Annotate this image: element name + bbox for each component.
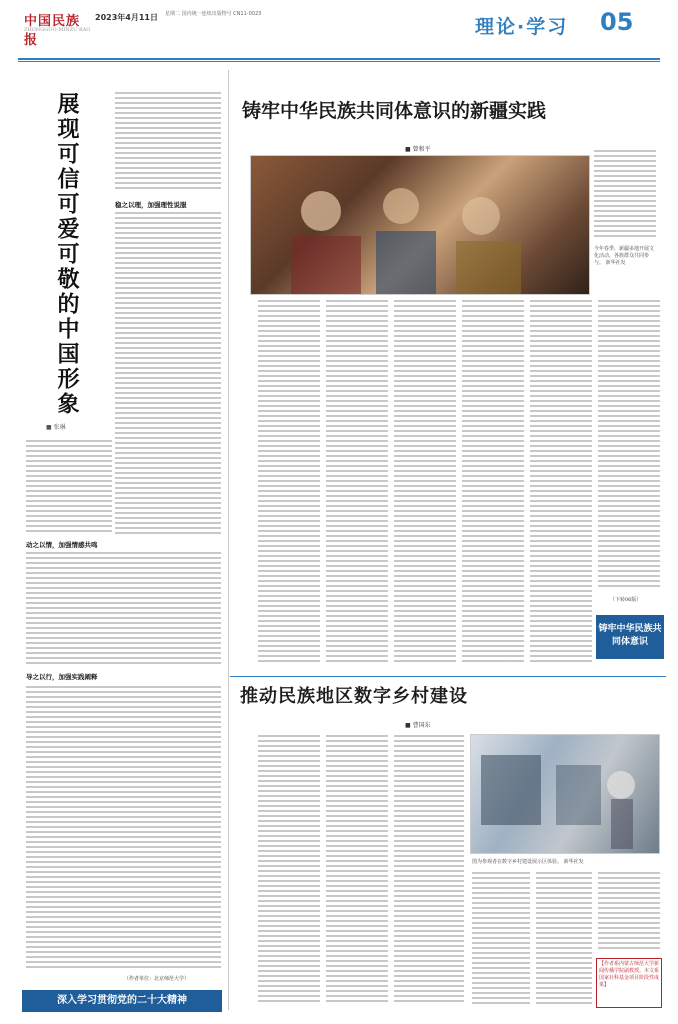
article1-subhead-1: 稳之以理，加强理性说服: [115, 201, 187, 209]
article2-photo-caption: 今年春季，新疆多地开展文化活动，各族群众共同参与。 新华社发: [594, 246, 655, 266]
article3-title: 推动民族地区数字乡村建设: [240, 686, 468, 707]
article2-text-block: [530, 300, 592, 664]
article3-text-block: [598, 872, 660, 952]
article3-text-block: [258, 735, 320, 1005]
article3-text-block: [326, 735, 388, 1005]
article3-text-block: [472, 872, 530, 1006]
article2-text-block: [326, 300, 388, 664]
masthead: [0, 0, 678, 64]
newspaper-logo: 中国民族报: [24, 14, 81, 48]
article2-text-block: [462, 300, 524, 664]
campaign-banner: 深入学习贯彻党的二十大精神: [22, 990, 222, 1012]
article2-sidebox: 铸牢中华民族共同体意识: [596, 615, 664, 659]
article1-text-block: [26, 552, 221, 666]
article1-subhead-3: 导之以行，加强实践阐释: [26, 673, 98, 681]
article2-text-block: [394, 300, 456, 664]
column-divider: [228, 70, 229, 1010]
article2-text-block: [594, 150, 656, 240]
photo-people-illustration: [251, 156, 590, 295]
article3-author-note: 【作者系内蒙古师范大学新闻传播学院副教授。本文系国家社科基金项目阶段性成果】: [596, 958, 662, 1008]
article2-title: 铸牢中华民族共同体意识的新疆实践: [242, 100, 547, 122]
issue-info: 星期二 国内统一连续出版物号 CN11-0023: [165, 11, 262, 17]
newspaper-logo-subtitle: ZHONGGUO MINZU BAO: [24, 27, 91, 33]
article3-text-block: [536, 872, 592, 1006]
page-number: 05: [600, 8, 634, 36]
article2-photo: [250, 155, 590, 295]
article1-subhead-2: 动之以情，加强情感共鸣: [26, 541, 98, 549]
article2-author: ■ 曾和平: [405, 146, 431, 153]
masthead-rule-thin: [18, 61, 660, 62]
article1-text-block: [26, 686, 221, 968]
article3-photo-caption: 图为参观者在数字乡村建设展示区体验。 新华社发: [472, 859, 584, 865]
article1-text-block: [115, 92, 221, 192]
article1-author-note: （作者单位：北京师范大学）: [124, 976, 190, 982]
article1-text-block: [115, 212, 221, 534]
article3-top-rule: [230, 676, 666, 677]
section-title: 理论·学习: [475, 16, 569, 38]
article2-text-block: [598, 300, 660, 590]
photo-exhibition-illustration: [471, 735, 661, 855]
issue-date: 2023年4月11日: [95, 13, 158, 22]
article3-author: ■ 曹国东: [405, 722, 431, 729]
continued-note: （下转06版）: [610, 597, 642, 603]
article3-photo: [470, 734, 660, 854]
article1-author: ■ 张琳: [46, 424, 66, 431]
article3-text-block: [394, 735, 464, 1005]
masthead-rule: [18, 58, 660, 60]
article1-title: 展现可信可爱可敬的中国形象: [54, 92, 79, 417]
article1-text-block: [26, 440, 112, 534]
article2-text-block: [258, 300, 320, 664]
